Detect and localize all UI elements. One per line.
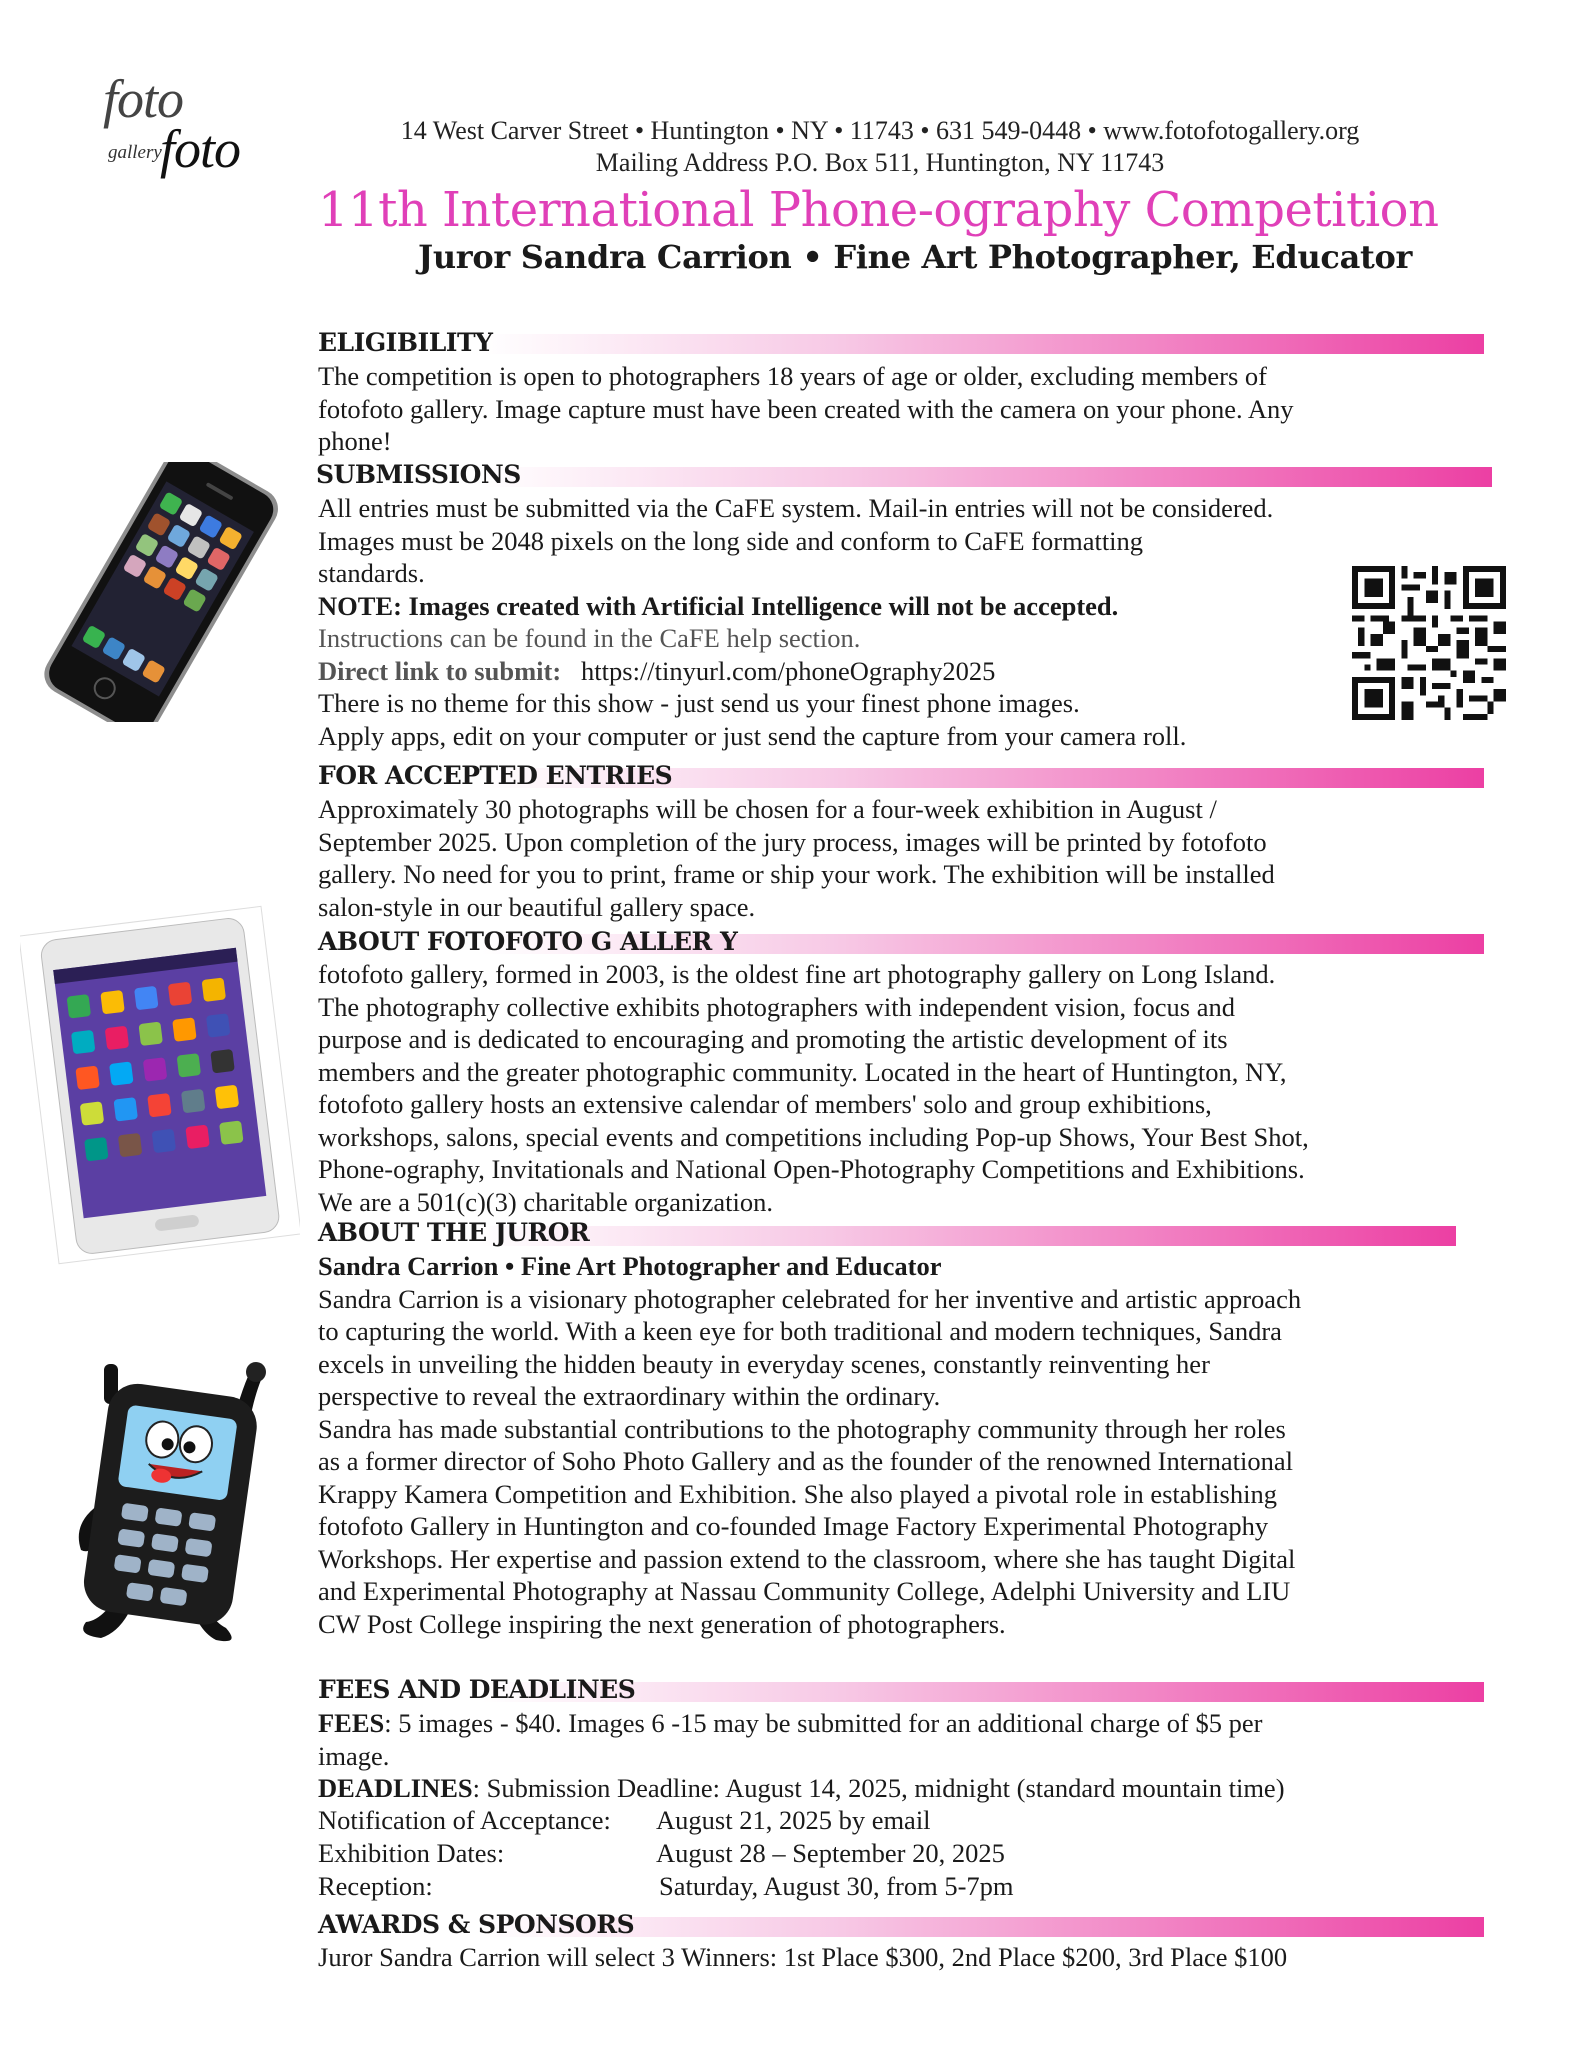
heading-eligibility: ELIGIBILITY <box>318 328 493 357</box>
notification-label: Notification of Acceptance: <box>318 1805 611 1835</box>
logo-foto-top: foto <box>103 69 184 129</box>
direct-link-label: Direct link to submit: <box>318 655 562 686</box>
reception-value: Saturday, August 30, from 5-7pm <box>659 1871 1014 1901</box>
fees-text: FEES: 5 images - $40. Images 6 -15 may be submitted for an additional charge of $5 per image. DEADLINES: Submission Deadline: August 14, 2025, midnight (standard mountain time) <box>318 1708 1285 1803</box>
exhibition-value: August 28 – September 20, 2025 <box>656 1838 1005 1868</box>
iphone-image <box>18 462 298 722</box>
page-subtitle: Juror Sandra Carrion • Fine Art Photographer, Educator <box>418 238 1413 276</box>
submissions-text: All entries must be submitted via the CaFE system. Mail-in entries will not be considered. Images must be 2048 pixels on the long side and conform to CaFE formatting standards. NOTE: Images created with Artificial Intelligence will not be accepted. Instructions can be found in the CaFE help section. Direct link to submit: https://tinyurl.com/phoneOgraphy2025 There is no theme for this show - just send us your finest phone images. Apply apps, edit on your computer or just send the capture from your camera roll. <box>318 493 1274 751</box>
qr-code[interactable] <box>1352 566 1506 720</box>
logo-foto-bottom: foto <box>160 119 241 179</box>
notification-value: August 21, 2025 by email <box>656 1805 931 1835</box>
direct-link-row <box>318 655 1273 688</box>
heading-about-gallery: ABOUT FOTOFOTO G ALLER Y <box>318 927 738 956</box>
direct-link-url[interactable]: https://tinyurl.com/phoneOgraphy2025 <box>581 655 996 686</box>
heading-submissions: SUBMISSIONS <box>316 460 521 489</box>
cartoon-phone-character <box>66 1350 296 1660</box>
heading-fees-deadlines: FEES AND DEADLINES <box>318 1675 636 1704</box>
reception-label: Reception: <box>318 1871 433 1901</box>
heading-accepted-entries: FOR ACCEPTED ENTRIES <box>318 761 673 790</box>
heading-about-juror: ABOUT THE JUROR <box>318 1218 590 1247</box>
juror-name-line: Sandra Carrion • Fine Art Photographer and Educator <box>318 1251 942 1281</box>
instructions-text: Instructions can be found in the CaFE help section. <box>318 623 861 653</box>
logo-gallery-word: gallery <box>108 142 162 163</box>
heading-awards-sponsors: AWARDS & SPONSORS <box>318 1910 635 1939</box>
ai-note: NOTE: Images created with Artificial Intelligence will not be accepted. <box>318 590 1119 621</box>
awards-text: Juror Sandra Carrion will select 3 Winners: 1st Place $300, 2nd Place $200, 3rd Place $100 <box>318 1942 1288 1972</box>
android-phone-image <box>20 900 300 1270</box>
about-juror-text: Sandra Carrion • Fine Art Photographer and Educator Sandra Carrion is a visionary photographer celebrated for her inventive and artistic approach to capturing the world. With a keen eye for both traditional and modern techniques, Sandra excels in unveiling the hidden beauty in everyday scenes, constantly reinventing her perspective to reveal the extraordinary within the ordinary. Sandra has made substantial contributions to the photography community through her roles as a former director of Soho Photo Gallery and as the founder of the renowned International Krappy Kamera Competition and Exhibition. She also played a pivotal role in establishing fotofoto Gallery in Huntington and co-founded Image Factory Experimental Photography Workshops. Her expertise and passion extend to the classroom, where she has taught Digital and Experimental Photography at Nassau Community College, Adelphi University and LIU CW Post College inspiring the next generation of photographers. <box>318 1251 1302 1639</box>
address-line: 14 West Carver Street • Huntington • NY • 11743 • 631 549-0448 • www.fotofotogallery.org <box>400 116 1360 145</box>
mailing-address: Mailing Address P.O. Box 511, Huntington, NY 11743 <box>595 148 1165 177</box>
section-bar-eligibility <box>318 334 1484 354</box>
about-gallery-text: fotofoto gallery, formed in 2003, is the oldest fine art photography gallery on Long Island. The photography collective exhibits photographers with independent vision, focus and purpose and is dedicated to encouraging and promoting the artistic development of its members and the greater photographic community. Located in the heart of Huntington, NY, fotofoto gallery hosts an extensive calendar of members' solo and group exhibitions, workshops, salons, special events and competitions including Pop-up Shows, Your Best Shot, Phone-ography, Invitationals and National Open-Photography Competitions and Exhibitions. We are a 501(c)(3) charitable organization. <box>318 959 1309 1217</box>
page-title: 11th International Phone-ography Competition <box>318 182 1439 238</box>
accepted-text: Approximately 30 photographs will be chosen for a four-week exhibition in August / September 2025. Upon completion of the jury process, images will be printed by fotofoto gallery. No need for you to print, frame or ship your work. The exhibition will be installed salon-style in our beautiful gallery space. <box>318 794 1275 922</box>
exhibition-label: Exhibition Dates: <box>318 1838 505 1868</box>
eligibility-text: The competition is open to photographers 18 years of age or older, excluding members of fotofoto gallery. Image capture must have been created with the camera on your phone. Any phone! <box>318 361 1294 456</box>
